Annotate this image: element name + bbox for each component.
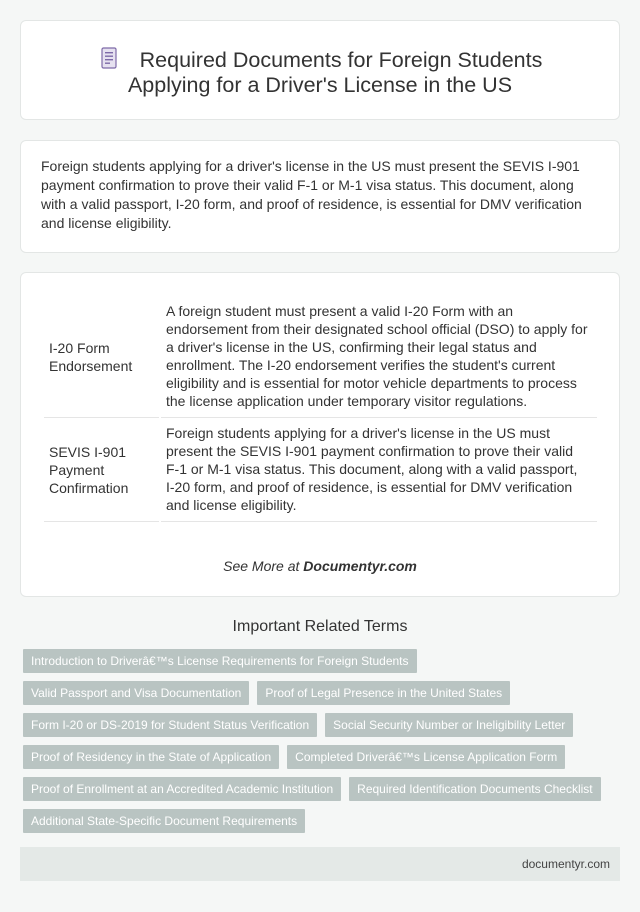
intro-paragraph: Foreign students applying for a driver's license in the US must present the SEVIS I-901 payment confirmation to prove their valid F-1 or M-1 visa status. This document, along with a valid passport, I-20 form, and proof of residence, is essential for DMV verification and license eligibility. [41,158,582,231]
related-term-chip[interactable]: Valid Passport and Visa Documentation [23,681,249,705]
footer [20,847,620,881]
page-title-text: Required Documents for Foreign Students Applying for a Driver's License in the US [127,48,543,97]
see-more-site[interactable]: Documentyr.com [303,558,417,574]
see-more-prefix: See More at [223,558,304,574]
row-label: SEVIS I-901 Payment Confirmation [44,418,159,522]
row-description: A foreign student must present a valid I-20 Form with an endorsement from their designated school official (DSO) to apply for a driver's license in the US, confirming their legal status and enrollment. The I-20 endorsement verifies the student's current eligibility and is essential for motor vehicle departments to process the license application under temporary visitor regulations. [161,296,597,418]
related-term-chip[interactable]: Social Security Number or Ineligibility Letter [325,713,573,737]
related-term-chip[interactable]: Form I-20 or DS-2019 for Student Status Verification [23,713,317,737]
related-term-chip[interactable]: Proof of Legal Presence in the United States [257,681,510,705]
related-terms-list [23,649,613,833]
intro-card [20,140,620,253]
footer-site[interactable]: documentyr.com [521,857,610,871]
related-term-chip[interactable]: Introduction to Driverâ€™s License Requirements for Foreign Students [23,649,417,673]
related-term-chip[interactable]: Proof of Residency in the State of Application [23,745,279,769]
document-icon [98,47,120,69]
page-title [61,47,579,98]
related-term-chip[interactable]: Completed Driverâ€™s License Application Form [287,745,565,769]
documents-table-card [20,272,620,597]
documents-table [42,296,599,522]
table-row [44,296,597,418]
related-terms-heading: Important Related Terms [232,618,408,635]
related-term-chip[interactable]: Proof of Enrollment at an Accredited Academic Institution [23,777,341,801]
row-label: I-20 Form Endorsement [44,296,159,418]
row-description: Foreign students applying for a driver's license in the US must present the SEVIS I-901 payment confirmation to prove their valid F-1 or M-1 visa status. This document, along with a valid passport, I-20 form, and proof of residence, is essential for DMV verification and license eligibility. [161,418,597,522]
see-more-link[interactable] [21,558,619,574]
related-term-chip[interactable]: Additional State-Specific Document Requirements [23,809,305,833]
related-term-chip[interactable]: Required Identification Documents Checklist [349,777,600,801]
title-card [20,20,620,120]
table-row [44,418,597,522]
